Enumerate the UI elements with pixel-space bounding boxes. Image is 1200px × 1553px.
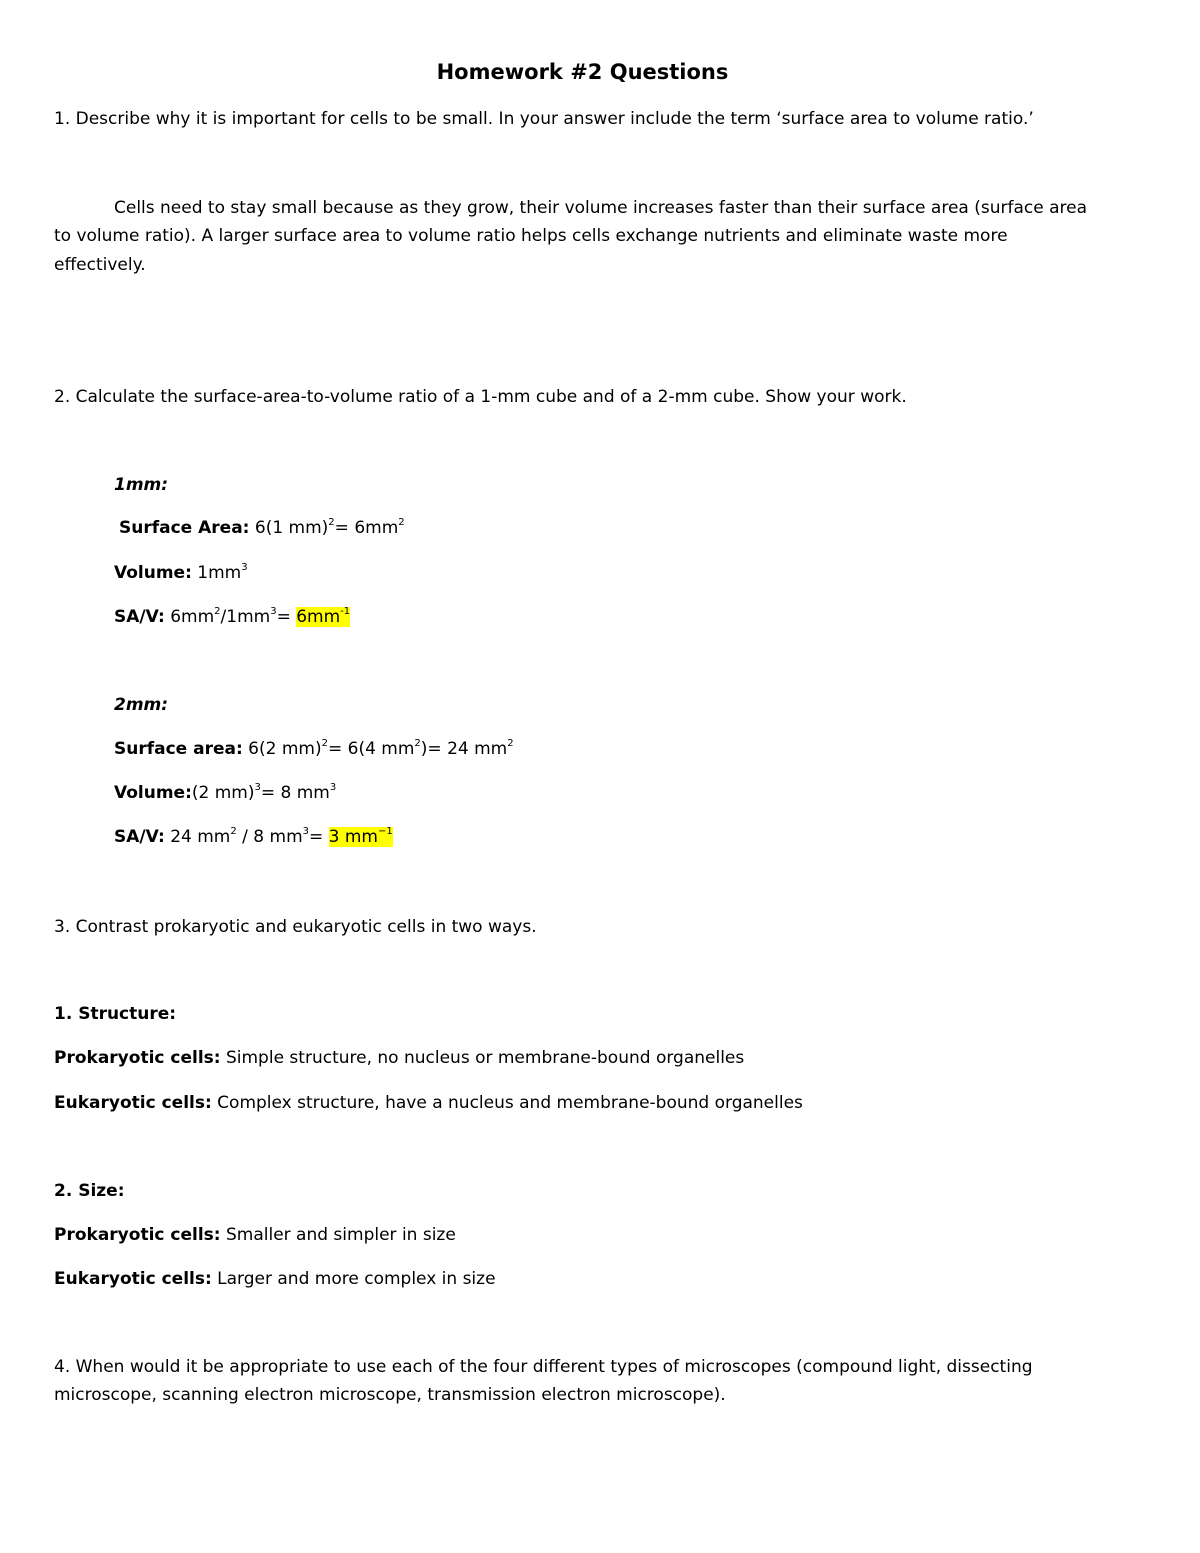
eukaryotic-label: Eukaryotic cells: [54, 1093, 212, 1113]
point-1-prokaryotic [54, 1047, 744, 1069]
ratio-label: SA/V: [114, 607, 165, 627]
ratio-numerator: 24 mm [164, 827, 231, 847]
ratio-result-highlight [329, 827, 393, 847]
eukaryotic-text: Complex structure, have a nucleus and membrane-bound organelles [211, 1093, 803, 1113]
point-2-prokaryotic [54, 1224, 456, 1246]
exponent: 3 [329, 782, 337, 794]
point-2-eukaryotic [54, 1268, 496, 1290]
point-1-eukaryotic [54, 1092, 803, 1114]
surface-area-label: Surface area: [114, 739, 243, 759]
exponent: 2 [321, 738, 328, 750]
surface-area-step: = 6(4 mm [327, 739, 415, 759]
exponent: 2 [328, 517, 335, 529]
ratio-result: 3 mm [328, 827, 378, 847]
volume-label: Volume: [114, 563, 192, 583]
exponent: 3 [254, 782, 261, 794]
cube-2mm-heading: 2mm: [114, 695, 169, 715]
ratio-equals: = [309, 827, 329, 847]
cube-1mm-volume [114, 562, 248, 584]
point-1-heading: 1. Structure: [54, 1004, 177, 1024]
prokaryotic-label: Prokaryotic cells: [54, 1225, 221, 1245]
cube-2mm-surface-area [114, 738, 514, 760]
surface-area-label: Surface Area: [119, 518, 250, 538]
question-1: 1. Describe why it is important for cells to be small. In your answer include the term ‘surface area to volume ratio.’ [54, 109, 1034, 129]
cube-1mm-ratio [114, 606, 350, 628]
volume-expression: (2 mm) [191, 783, 255, 803]
prokaryotic-label: Prokaryotic cells: [54, 1048, 221, 1068]
surface-area-expression: 6(2 mm) [242, 739, 322, 759]
exponent: 3 [270, 606, 277, 618]
surface-area-result: )= 24 mm [420, 739, 508, 759]
exponent: 2 [507, 738, 514, 750]
cube-1mm-surface-area [119, 517, 405, 539]
ratio-label: SA/V: [114, 827, 165, 847]
ratio-denominator: /1mm [220, 607, 271, 627]
cube-2mm-ratio [114, 826, 393, 848]
exponent: 2 [398, 517, 405, 529]
exponent: 2 [230, 826, 237, 838]
ratio-numerator: 6mm [164, 607, 215, 627]
question-2: 2. Calculate the surface-area-to-volume ratio of a 1-mm cube and of a 2-mm cube. Show your work. [54, 387, 907, 407]
answer-1-line-2: to volume ratio). A larger surface area to volume ratio helps cells exchange nutrients and eliminate waste more [54, 226, 1008, 246]
surface-area-result: = 6mm [334, 518, 399, 538]
volume-result: = 8 mm [260, 783, 330, 803]
eukaryotic-text: Larger and more complex in size [211, 1269, 496, 1289]
prokaryotic-text: Simple structure, no nucleus or membrane-bound organelles [220, 1048, 745, 1068]
surface-area-expression: 6(1 mm) [249, 518, 329, 538]
question-4-line-2: microscope, scanning electron microscope, transmission electron microscope). [54, 1385, 726, 1405]
exponent: −1 [378, 826, 393, 838]
answer-1-line-3: effectively. [54, 255, 146, 275]
volume-value: 1mm [191, 563, 242, 583]
page-title: Homework #2 Questions [436, 60, 729, 84]
question-4-line-1: 4. When would it be appropriate to use each of the four different types of microscopes (compound light, dissecting [54, 1357, 1033, 1377]
ratio-equals: = [276, 607, 297, 627]
exponent: 2 [214, 606, 221, 618]
point-2-heading: 2. Size: [54, 1181, 125, 1201]
prokaryotic-text: Smaller and simpler in size [220, 1225, 456, 1245]
exponent: 3 [302, 826, 309, 838]
question-3: 3. Contrast prokaryotic and eukaryotic cells in two ways. [54, 917, 537, 937]
cube-2mm-volume [114, 782, 336, 804]
answer-1-line-1: Cells need to stay small because as they grow, their volume increases faster than their surface area (surface area [114, 198, 1088, 218]
exponent: -1 [340, 606, 351, 618]
eukaryotic-label: Eukaryotic cells: [54, 1269, 212, 1289]
exponent: 3 [241, 562, 248, 574]
ratio-result-highlight [296, 607, 350, 627]
ratio-denominator: / 8 mm [236, 827, 303, 847]
exponent: 2 [414, 738, 421, 750]
volume-label: Volume: [114, 783, 192, 803]
ratio-result: 6mm [296, 607, 341, 627]
cube-1mm-heading: 1mm: [114, 475, 169, 495]
